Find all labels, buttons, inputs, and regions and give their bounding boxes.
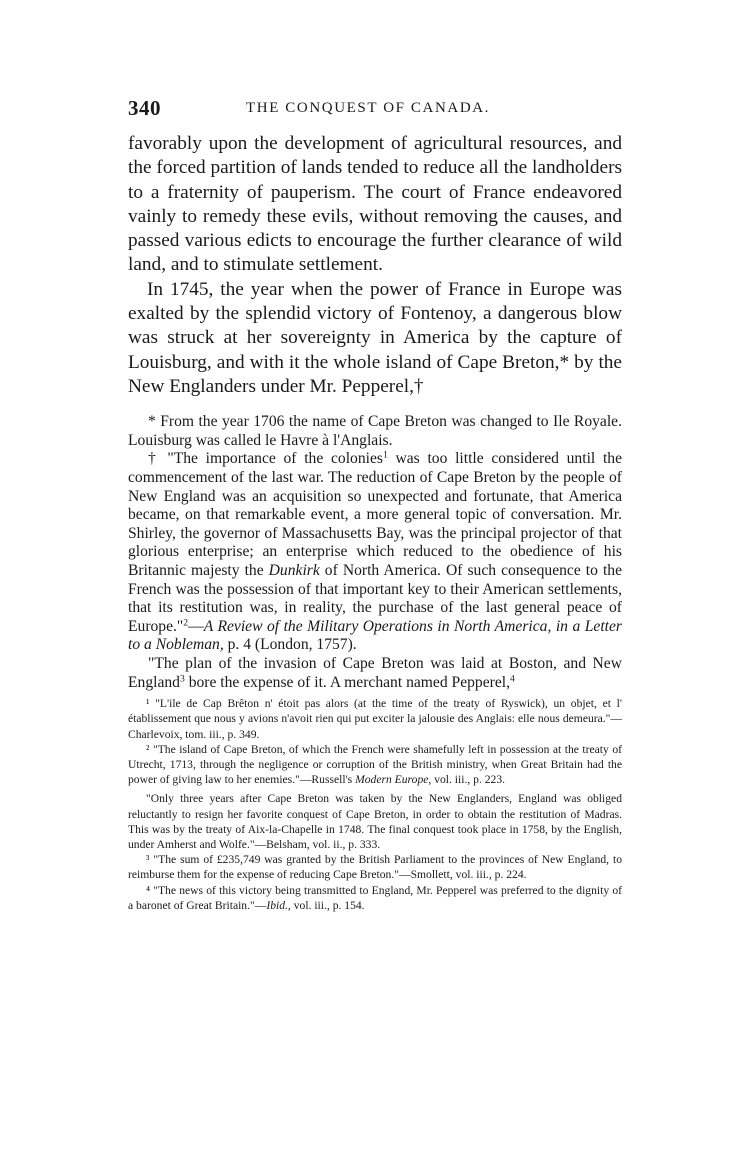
reference-4: 4 — [510, 673, 515, 685]
reference-3: 3 — [179, 673, 185, 685]
footnote-dagger-text-c: of North America. Of such consequence to the French was the possession of that important key to their American settlements, that its restitution was, in reality, the purchase of the last general peace of Europe." — [128, 562, 622, 635]
subnote-3: ³ "The sum of £235,749 was granted by the British Parliament to the provinces of New England, to reimburse them for the expense of reducing Cape Breton."—Smollett, vol. iii., p. 224. — [128, 853, 622, 882]
footnote-invasion-text-b: bore the expense of it. A merchant named Pepperel, — [184, 673, 510, 691]
subnote-2-continuation: "Only three years after Cape Breton was taken by the New Englanders, England was obliged reluctantly to resign her favorite conquest of Cape Breton, in order to obtain the restitution of Madras. This was by the treaty of Aix-la-Chapelle in 1748. The final conquest took place in 1758, by the English, under Amherst and Wolfe."—Belsham, vol. ii., p. 333. — [128, 792, 622, 851]
body-paragraph-1: favorably upon the development of agricultural resources, and the forced partition of lands tended to reduce all the landholders to a fraternity of pauperism. The court of France endeavored vainly to remedy these evils, without removing the causes, and passed various edicts to encourage the further clearance of wild land, and to stimulate settlement. — [128, 133, 622, 276]
footnote-dagger-text-d: — — [188, 617, 204, 635]
ibid-italic: Ibid., — [266, 898, 291, 912]
body-paragraph-2: In 1745, the year when the power of France in Europe was exalted by the splendid victory of Fontenoy, a dangerous blow was struck at her sovereignty in America by the capture of Louisburg, and with it the whole island of Cape Breton,* by the New Englanders under Mr. Pepperel,† — [128, 278, 622, 397]
subnote-4 — [128, 883, 622, 913]
footnote-dagger-text-a: † "The importance of the colonies — [148, 450, 383, 468]
page-number: 340 — [128, 96, 161, 120]
running-title: THE CONQUEST OF CANADA. — [246, 100, 491, 116]
subnote-2-text-a: ² "The island of Cape Breton, of which the French were shamefully left in possession at the treaty of Utrecht, 1713, through the negligence or corruption of the British ministry, when Great Britain had the power of giving law to her enemies."—Russell's — [128, 742, 622, 787]
dunkirk-italic: Dunkirk — [268, 562, 320, 580]
book-page — [128, 96, 622, 913]
subfootnotes — [128, 696, 622, 913]
subnote-4-text-b: vol. iii., p. 154. — [290, 898, 365, 912]
footnote-dagger-text-e: p. 4 (London, 1757). — [223, 636, 357, 654]
subnote-4-text-a: ⁴ "The news of this victory being transmitted to England, Mr. Pepperel was preferred to the dignity of a baronet of Great Britain."— — [128, 883, 622, 912]
body-text — [128, 132, 622, 399]
modern-europe-title: Modern Europe, — [355, 773, 432, 787]
footnote-dagger-text-b: was too little considered until the commencement of the last war. The reduction of Cape Breton by the people of New England was an acquisition so unexpected and fortunate, that America became, on that remarkable event, a more general topic of conversation. Mr. Shirley, the governor of Massachusetts Bay, was the principal projector of that glorious enterprise; an enterprise which reduced to the obedience of his Britannic majesty the — [128, 450, 622, 580]
reference-1: 1 — [382, 450, 388, 462]
footnote-invasion — [128, 655, 622, 692]
review-title: A Review of the Military Operations in North America, in a Letter to a Nobleman, — [128, 617, 622, 654]
reference-2: 2 — [183, 617, 189, 629]
footnote-star: * From the year 1706 the name of Cape Breton was changed to Ile Royale. Louisburg was called le Havre à l'Anglais. — [128, 413, 622, 449]
subnote-2 — [128, 742, 622, 788]
subnote-2-text-b: vol. iii., p. 223. — [431, 773, 506, 787]
page-header — [128, 96, 622, 126]
subnote-1: ¹ "L'ile de Cap Brêton n' étoit pas alors (at the time of the treaty of Ryswick), un objet, et l' établissement que nous y avions n'avoit rien qui put exciter la jalousie des Anglais: elle nous demeura."—Charlevoix, tom. iii., p. 349. — [128, 697, 622, 741]
footnotes — [128, 413, 622, 692]
footnote-dagger — [128, 450, 622, 655]
footnote-invasion-text-a: "The plan of the invasion of Cape Breton was laid at Boston, and New England — [128, 654, 622, 691]
